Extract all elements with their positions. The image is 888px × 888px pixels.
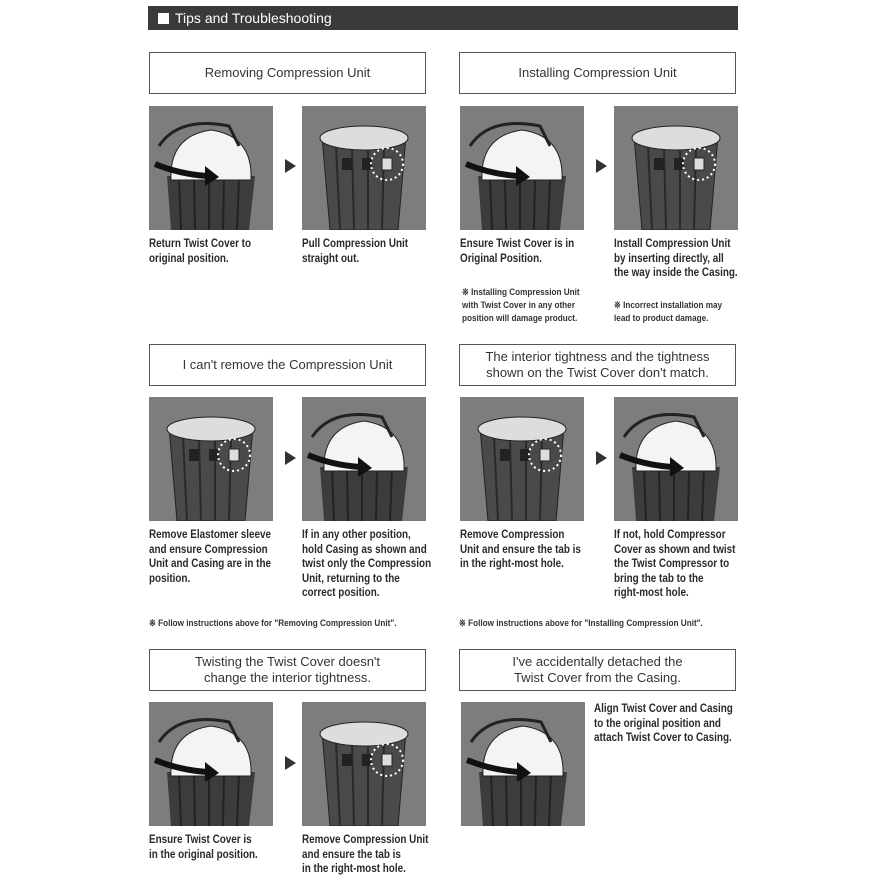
warning-note: ※ Incorrect installation may lead to product damage.	[614, 300, 723, 324]
illustration-ensure-original-position	[149, 702, 273, 826]
illustration-attach-twist-cover	[461, 702, 585, 826]
section-title-detached-cover: I've accidentally detached the Twist Cover from the Casing.	[459, 649, 736, 691]
illustration-install-unit	[614, 106, 738, 230]
step-caption: Return Twist Cover to original position.	[149, 238, 252, 265]
step-caption: If in any other position, hold Casing as shown and twist only the Compression Unit, returning to the correct position.	[302, 529, 432, 599]
step-caption: Remove Compression Unit and ensure the tab is in the right-most hole.	[460, 529, 581, 570]
square-bullet-icon	[158, 13, 169, 24]
step-caption: Install Compression Unit by inserting directly, all the way inside the Casing.	[614, 238, 738, 279]
follow-note: ※ Follow instructions above for "Installing Compression Unit".	[459, 618, 703, 629]
step-caption: Remove Elastomer sleeve and ensure Compression Unit and Casing are in the position.	[149, 529, 272, 585]
step-caption: Ensure Twist Cover is in Original Position.	[460, 238, 575, 265]
section-title-removing: Removing Compression Unit	[149, 52, 426, 94]
step-caption: Pull Compression Unit straight out.	[302, 238, 409, 265]
illustration-check-tab-hole	[302, 702, 426, 826]
step-caption: Remove Compression Unit and ensure the tab is in the right-most hole.	[302, 834, 429, 875]
illustration-pull-unit	[302, 106, 426, 230]
step-caption: Align Twist Cover and Casing to the original position and attach Twist Cover to Casing.	[594, 703, 733, 744]
section-header	[148, 6, 738, 30]
section-title-twist-no-change: Twisting the Twist Cover doesn't change the interior tightness.	[149, 649, 426, 691]
next-step-arrow-icon	[285, 756, 296, 770]
step-caption: Ensure Twist Cover is in the original position.	[149, 834, 258, 861]
section-title-installing: Installing Compression Unit	[459, 52, 736, 94]
next-step-arrow-icon	[596, 159, 607, 173]
illustration-remove-sleeve	[149, 397, 273, 521]
illustration-twist-compressor	[614, 397, 738, 521]
follow-note: ※ Follow instructions above for "Removing Compression Unit".	[149, 618, 397, 629]
illustration-check-tab	[460, 397, 584, 521]
warning-note: ※ Installing Compression Unit with Twist Cover in any other position will damage product.	[462, 287, 580, 324]
section-title-tightness-mismatch: The interior tightness and the tightness shown on the Twist Cover don't match.	[459, 344, 736, 386]
illustration-hold-casing-twist	[302, 397, 426, 521]
header-title: Tips and Troubleshooting	[175, 10, 332, 26]
next-step-arrow-icon	[596, 451, 607, 465]
step-caption: If not, hold Compressor Cover as shown and twist the Twist Compressor to bring the tab to the right-most hole.	[614, 529, 736, 599]
section-title-cant-remove: I can't remove the Compression Unit	[149, 344, 426, 386]
illustration-ensure-twist-cover	[460, 106, 584, 230]
illustration-return-twist-cover	[149, 106, 273, 230]
next-step-arrow-icon	[285, 159, 296, 173]
next-step-arrow-icon	[285, 451, 296, 465]
